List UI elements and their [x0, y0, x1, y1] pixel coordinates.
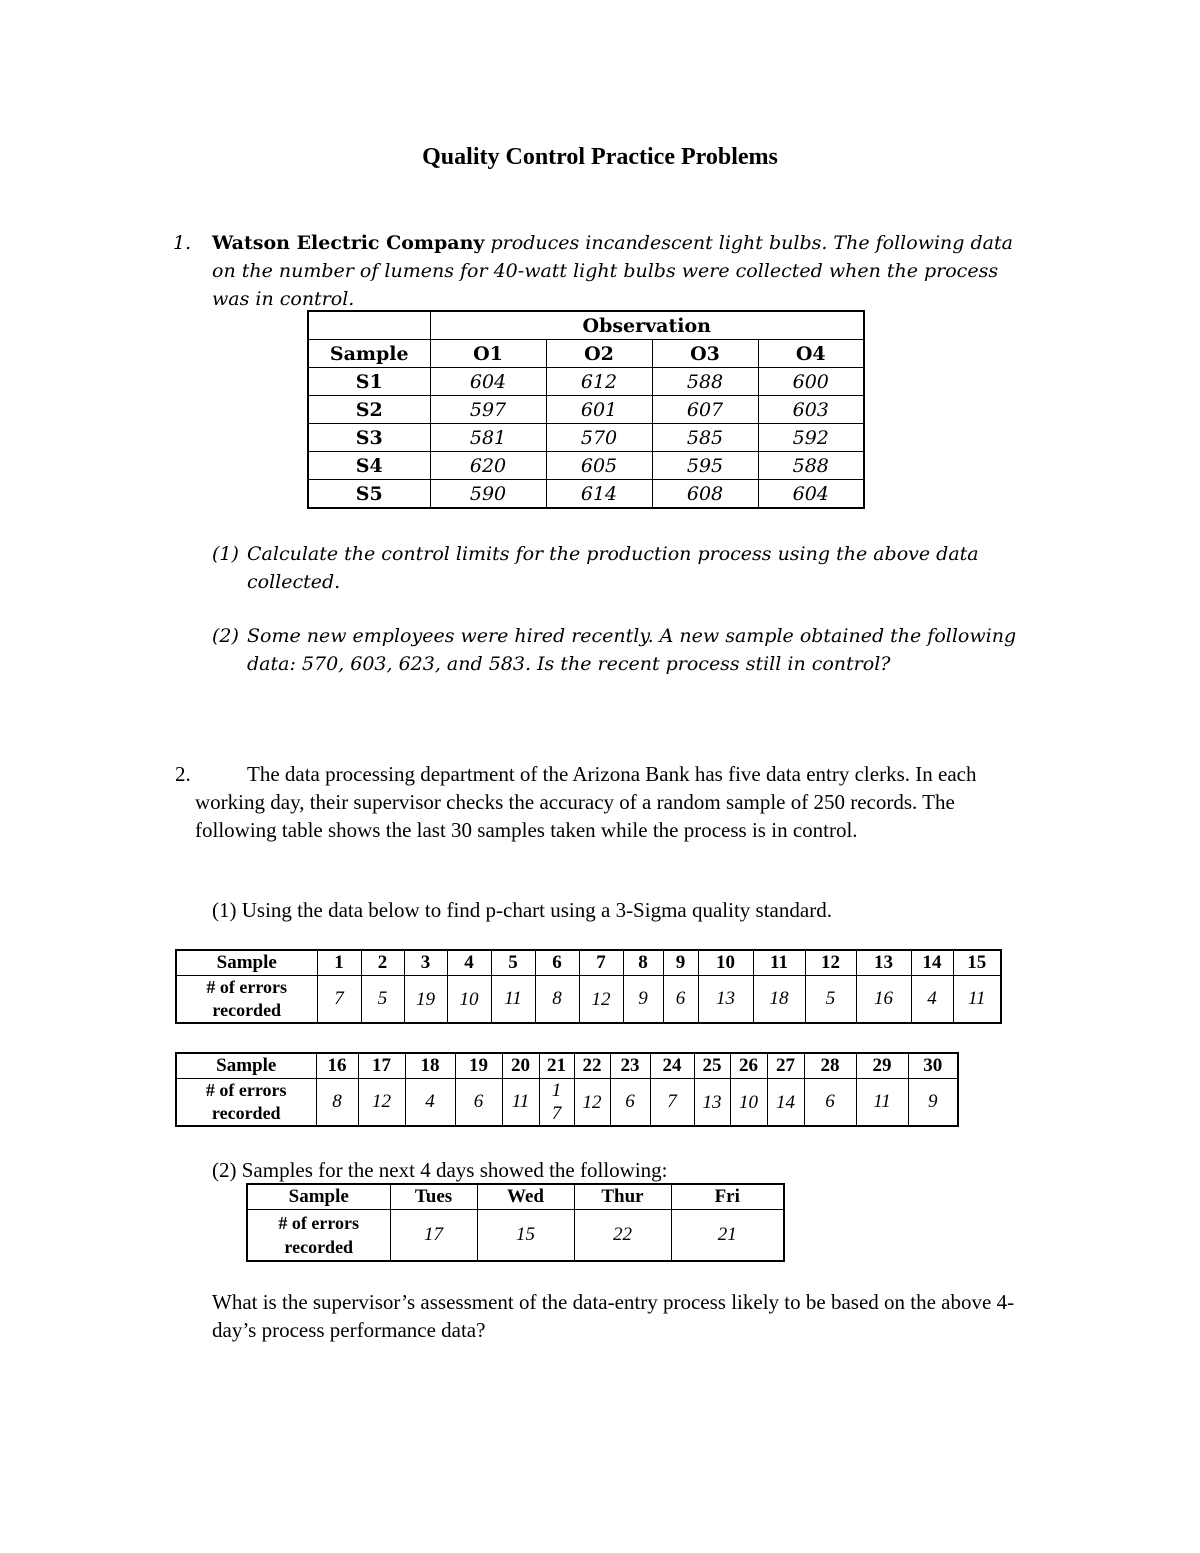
table-row — [308, 480, 864, 509]
sample-number: 24 — [650, 1053, 694, 1079]
sample-number: 9 — [663, 950, 698, 976]
problem-2-text: The data processing department of the Arizona Bank has five data entry clerks. In each working day, their supervisor checks the accuracy of a random sample of 250 records. The following table shows the last 30 samples taken while the process is in control. — [195, 762, 977, 842]
problem-1-question-2 — [212, 622, 1032, 678]
error-count: 5 — [805, 976, 856, 1024]
error-count: 6 — [610, 1079, 650, 1127]
table-cell: 588 — [758, 452, 864, 480]
error-count: 6 — [804, 1079, 856, 1127]
sample-number: 26 — [730, 1053, 767, 1079]
question-text: Calculate the control limits for the production process using the above data collected. — [247, 543, 979, 593]
sample-number: 28 — [804, 1053, 856, 1079]
sample-label: S1 — [308, 368, 430, 396]
table-cell: 15 — [477, 1210, 574, 1262]
column-header: O3 — [652, 340, 758, 368]
closing-question: What is the supervisor’s assessment of the data-entry process likely to be based on the above 4-day’s process performance data? — [212, 1290, 1015, 1342]
error-count: 16 — [856, 976, 911, 1024]
table-cell: 620 — [430, 452, 546, 480]
sample-number: 18 — [405, 1053, 455, 1079]
error-count: 12 — [358, 1079, 405, 1127]
question-label: (2) — [212, 625, 239, 647]
problem-2-number: 2. — [175, 762, 191, 786]
problem-1-text: produces incandescent light bulbs. The following data on the number of lumens for 40-watt light bulbs were collected when the process was in control. — [212, 232, 1013, 310]
sample-number: 3 — [404, 950, 447, 976]
errors-table-16-30 — [175, 1052, 959, 1127]
table-cell: 590 — [430, 480, 546, 509]
problem-1-question-1 — [212, 540, 1032, 596]
table-cell: 585 — [652, 424, 758, 452]
company-name: Watson Electric Company — [212, 232, 485, 254]
sample-header: Sample — [176, 1053, 316, 1079]
problem-1-number: 1. — [173, 232, 192, 254]
sample-label: S3 — [308, 424, 430, 452]
day-header: Tues — [390, 1184, 477, 1210]
sample-number: 15 — [953, 950, 1001, 976]
problem-2-intro — [175, 760, 1035, 844]
sample-number: 16 — [316, 1053, 358, 1079]
problem-2-question-2: (2) Samples for the next 4 days showed the following: — [212, 1158, 668, 1182]
question-label: (1) — [212, 543, 239, 565]
sample-number: 29 — [856, 1053, 908, 1079]
day-header: Wed — [477, 1184, 574, 1210]
table-cell: 600 — [758, 368, 864, 396]
sample-number: 10 — [698, 950, 753, 976]
sample-number: 11 — [753, 950, 805, 976]
question-text: Some new employees were hired recently. A new sample obtained the following data: 570, 603, 623, and 583. Is the recent process still in control? — [247, 625, 1017, 675]
sample-number: 13 — [856, 950, 911, 976]
sample-label: S4 — [308, 452, 430, 480]
error-count: 10 — [730, 1079, 767, 1127]
page-title: Quality Control Practice Problems — [422, 144, 778, 170]
day-header: Thur — [574, 1184, 671, 1210]
table-cell: 22 — [574, 1210, 671, 1262]
table-cell: 592 — [758, 424, 864, 452]
column-header: O4 — [758, 340, 864, 368]
table-cell: 570 — [546, 424, 652, 452]
error-count: 18 — [753, 976, 805, 1024]
sample-number: 2 — [361, 950, 404, 976]
table-cell: 605 — [546, 452, 652, 480]
table-row — [308, 424, 864, 452]
sample-header: Sample — [308, 340, 430, 368]
error-count: 7 — [650, 1079, 694, 1127]
error-count: 6 — [455, 1079, 502, 1127]
sample-number: 12 — [805, 950, 856, 976]
table-cell: 601 — [546, 396, 652, 424]
observation-header: Observation — [430, 311, 864, 340]
sample-label: S2 — [308, 396, 430, 424]
error-count: 14 — [767, 1079, 804, 1127]
sample-header: Sample — [176, 950, 317, 976]
sample-label: S5 — [308, 480, 430, 509]
error-count: 8 — [535, 976, 579, 1024]
sample-number: 6 — [535, 950, 579, 976]
problem-1-intro — [173, 229, 1033, 313]
table-cell: 608 — [652, 480, 758, 509]
blank-corner-cell — [308, 311, 430, 340]
table-row — [308, 452, 864, 480]
error-count: 17 — [539, 1079, 574, 1127]
sample-number: 4 — [447, 950, 491, 976]
sample-number: 19 — [455, 1053, 502, 1079]
error-count: 13 — [698, 976, 753, 1024]
column-header: O2 — [546, 340, 652, 368]
table-cell: 17 — [390, 1210, 477, 1262]
error-count: 11 — [502, 1079, 539, 1127]
table-cell: 597 — [430, 396, 546, 424]
sample-number: 17 — [358, 1053, 405, 1079]
sample-header: Sample — [247, 1184, 390, 1210]
error-count: 8 — [316, 1079, 358, 1127]
table-cell: 612 — [546, 368, 652, 396]
table-cell: 581 — [430, 424, 546, 452]
errors-label: # of errors recorded — [176, 1079, 316, 1127]
errors-table-1-15 — [175, 949, 1002, 1024]
sample-number: 7 — [579, 950, 623, 976]
error-count: 19 — [404, 976, 447, 1024]
error-count: 10 — [447, 976, 491, 1024]
error-count: 12 — [579, 976, 623, 1024]
error-count: 4 — [911, 976, 953, 1024]
error-count: 11 — [491, 976, 535, 1024]
table-cell: 614 — [546, 480, 652, 509]
table-cell: 21 — [671, 1210, 784, 1262]
error-count: 5 — [361, 976, 404, 1024]
errors-label: # of errors recorded — [176, 976, 317, 1024]
table-row — [308, 396, 864, 424]
sample-number: 27 — [767, 1053, 804, 1079]
errors-label: # of errors recorded — [247, 1210, 390, 1262]
table-cell: 604 — [430, 368, 546, 396]
sample-number: 5 — [491, 950, 535, 976]
next-days-table — [246, 1183, 785, 1262]
error-count: 4 — [405, 1079, 455, 1127]
table-cell: 603 — [758, 396, 864, 424]
lumens-table — [307, 310, 865, 509]
table-cell: 588 — [652, 368, 758, 396]
table-cell: 604 — [758, 480, 864, 509]
problem-2-question-1: (1) Using the data below to find p-chart using a 3-Sigma quality standard. — [212, 898, 832, 922]
table-cell: 595 — [652, 452, 758, 480]
error-count: 13 — [694, 1079, 730, 1127]
table-cell: 607 — [652, 396, 758, 424]
sample-number: 8 — [623, 950, 663, 976]
sample-number: 23 — [610, 1053, 650, 1079]
sample-number: 22 — [574, 1053, 610, 1079]
error-count: 7 — [317, 976, 361, 1024]
error-count: 9 — [623, 976, 663, 1024]
error-count: 6 — [663, 976, 698, 1024]
error-count: 9 — [908, 1079, 958, 1127]
sample-number: 14 — [911, 950, 953, 976]
error-count: 12 — [574, 1079, 610, 1127]
sample-number: 1 — [317, 950, 361, 976]
sample-number: 20 — [502, 1053, 539, 1079]
table-row — [308, 368, 864, 396]
column-header: O1 — [430, 340, 546, 368]
day-header: Fri — [671, 1184, 784, 1210]
error-count: 11 — [856, 1079, 908, 1127]
sample-number: 30 — [908, 1053, 958, 1079]
sample-number: 21 — [539, 1053, 574, 1079]
sample-number: 25 — [694, 1053, 730, 1079]
error-count: 11 — [953, 976, 1001, 1024]
